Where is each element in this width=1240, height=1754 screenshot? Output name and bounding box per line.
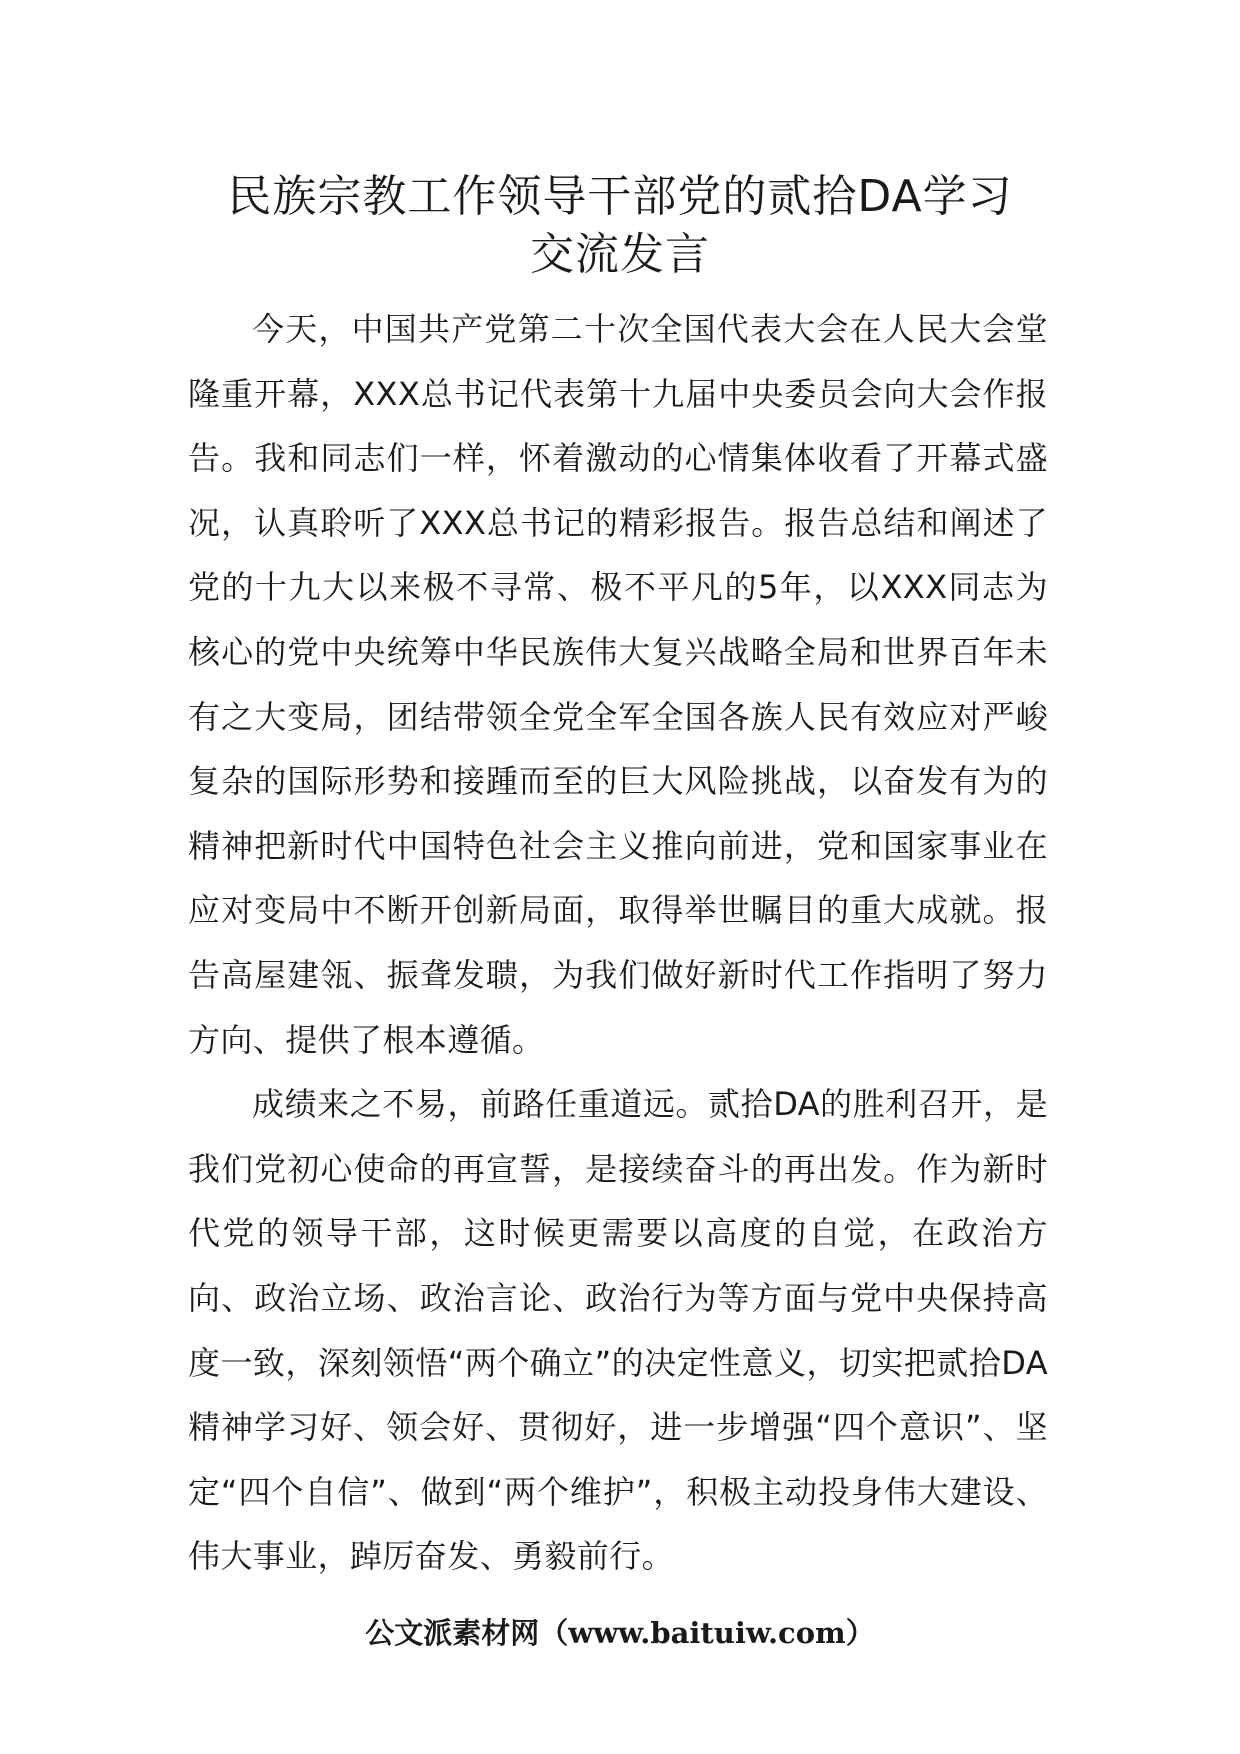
footer-watermark: 公文派素材网（www.baituiw.com） bbox=[365, 1616, 875, 1650]
paragraph-2: 成绩来之不易，前路任重道远。贰拾DA的胜利召开，是我们党初心使命的再宣誓，是接续奋斗的再出发。作为新时代党的领导干部，这时候更需要以高度的自觉，在政治方向、政治立场、政治言论、政治行为等方面与党中央保持高度一致，深刻领悟“两个确立”的决定性意义，切实把贰拾DA精神学习好、领会好、贯彻好，进一步增强“四个意识”、坚定“四个自信”、做到“两个维护”，积极主动投身伟大建设、伟大事业，踔厉奋发、勇毅前行。 bbox=[188, 1085, 1048, 1576]
title-line-1: 民族宗教工作领导干部党的贰拾DA学习 bbox=[227, 171, 1013, 222]
title-line-2: 交流发言 bbox=[530, 229, 710, 280]
document-body bbox=[188, 297, 1048, 1589]
paragraph-1: 今天，中国共产党第二十次全国代表大会在人民大会堂隆重开幕，XXX总书记代表第十九届中央委员会向大会作报告。我和同志们一样，怀着激动的心情集体收看了开幕式盛况，认真聆听了XXX总书记的精彩报告。报告总结和阐述了党的十九大以来极不寻常、极不平凡的5年，以XXX同志为核心的党中央统筹中华民族伟大复兴战略全局和世界百年未有之大变局，团结带领全党全军全国各族人民有效应对严峻复杂的国际形势和接踵而至的巨大风险挑战，以奋发有为的精神把新时代中国特色社会主义推向前进，党和国家事业在应对变局中不断开创新局面，取得举世瞩目的重大成就。报告高屋建瓴、振聋发聩，为我们做好新时代工作指明了努力方向、提供了根本遵循。 bbox=[188, 310, 1048, 1059]
page-title bbox=[180, 168, 1060, 284]
